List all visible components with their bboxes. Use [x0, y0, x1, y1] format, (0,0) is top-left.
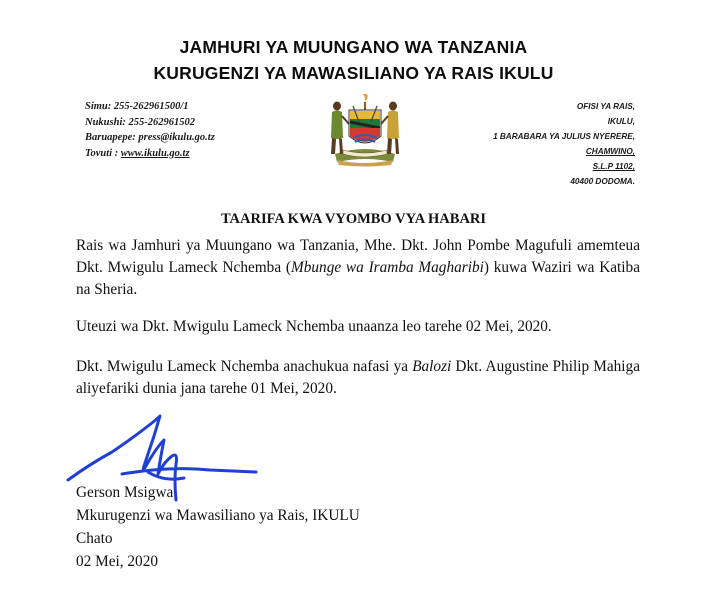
signatory-name: Gerson Msigwa [76, 484, 174, 501]
signatory-role: Mkurugenzi wa Mawasiliano ya Rais, IKULU [76, 507, 360, 524]
address-line-1: OFISI YA RAIS, [576, 102, 635, 111]
paragraph-appointment [76, 235, 640, 301]
header-line-2: KURUGENZI YA MAWASILIANO YA RAIS IKULU [153, 63, 554, 83]
fax-line: Nukushi: 255-262961502 [85, 116, 195, 128]
website-line [85, 146, 215, 162]
website-link[interactable]: www.ikulu.go.tz [120, 147, 190, 159]
document-title: TAARIFA KWA VYOMBO VYA HABARI [220, 211, 487, 227]
address-line-6: 40400 DODOMA. [570, 177, 635, 186]
contact-block [85, 99, 215, 161]
p1-text-b: ) kuwa Waziri wa Katiba na Sheria. [76, 259, 640, 298]
signature-date: 02 Mei, 2020 [76, 553, 159, 570]
signature-icon [60, 402, 270, 512]
p1-text-italic: Mbunge wa Iramba Magharibi [291, 259, 484, 276]
p3-text-italic: Balozi [412, 358, 452, 375]
p3-text-b: Dkt. Augustine Philip Mahiga aliyefariki dunia jana tarehe 01 Mei, 2020. [76, 358, 640, 397]
p3-text-a: Dkt. Mwigulu Lameck Nchemba anachukua nafasi ya [76, 358, 413, 375]
paragraph-effective-date: Uteuzi wa Dkt. Mwigulu Lameck Nchemba unaanza leo tarehe 02 Mei, 2020. [76, 318, 552, 335]
phone-line: Simu: 255-262961500/1 [85, 101, 189, 112]
email-label: Baruapepe: [85, 132, 139, 143]
address-line-3: 1 BARABARA YA JULIUS NYERERE, [493, 132, 635, 141]
p1-text-a: Rais wa Jamhuri ya Muungano wa Tanzania, Mhe. Dkt. John Pombe Magufuli amemteua Dkt. Mwigulu Lameck Nchemba ( [76, 237, 640, 276]
address-line-4: CHAMWINO, [585, 147, 635, 156]
email-line [85, 130, 215, 146]
address-line-2: IKULU, [607, 117, 635, 126]
address-line-5: S.L.P 1102, [592, 162, 635, 171]
header-line-1: JAMHURI YA MUUNGANO WA TANZANIA [179, 37, 528, 57]
website-label: Tovuti : [85, 147, 121, 159]
signatory-place: Chato [76, 530, 113, 547]
coat-of-arms-icon [323, 92, 407, 168]
paragraph-replacement [76, 356, 640, 400]
address-block [493, 99, 635, 189]
email-value[interactable]: press@ikulu.go.tz [138, 132, 215, 143]
